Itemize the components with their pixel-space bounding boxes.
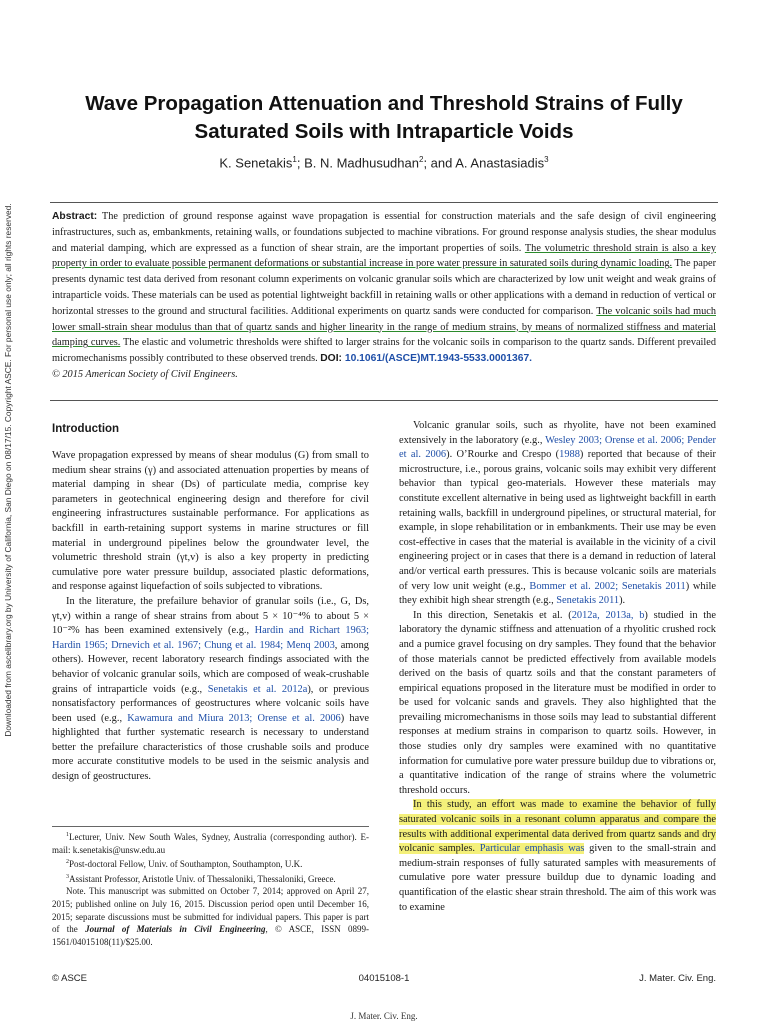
abstract-text-1: The prediction of ground response against wave propagation is essential for construction materials and the safe design of civil engineering infrastructures, such as, embankments, retaining walls, or foundations subjected to machine vibrations. For ground response analysis studies, the shear modulus and material damping, which are expressed as a function of shear strain, are the important properties of soils. (52, 211, 716, 254)
right-p1-text-e: ). (619, 595, 626, 607)
footnote-2 (52, 856, 369, 871)
journal-name: Journal of Materials in Civil Engineering (85, 924, 266, 935)
right-p1-text-a: Volcanic granular soils, such as rhyolite, have not been examined extensively in the laboratory (e.g., (399, 420, 716, 446)
issn-text: , © ASCE, ISSN 0899-1561/04015108(11)/$25.00. (52, 924, 369, 947)
author-3-affil: 3 (544, 155, 549, 164)
footnote-3-text: Assistant Professor, Aristotle Univ. of Thessaloniki, Thessaloniki, Greece. (69, 873, 336, 884)
abstract-underline-1: The volumetric threshold strain is also a key property in order to evaluate possible permanent deformations or substantial increase in pore water pressure in saturated soils during dynamic loading. (52, 242, 716, 270)
right-paragraph-2 (399, 609, 716, 799)
right-p2-text-b: ) studied in the laboratory the dynamic stiffness and attenuation of a rhyolitic crushed rock and a pumice gravel focusing on dry samples. They found that the behavior of those materials cannot be predicted effectively from available models derived on the basis of quartz soils and that the constant parameters of empirical equations proposed in the literature must be modified in order to be used for volcanic sands and gravels. They also highlighted that the prevailing micromechanisms in those soils may lead to substantial different responses at medium strains in comparison to quartz soils. However, in those studies only dry samples were examined with no quantitative information for cumulative pore water pressure buildup due to vibrations or, a quantitative indication of the range of strains where the volumetric threshold occurs. (399, 609, 716, 796)
download-notice-text: Downloaded from ascelibrary.org by University of California, San Diego on 08/17/15. Copyright ASCE. For personal use only; all rights reserved. (3, 203, 13, 737)
right-column (399, 419, 716, 915)
abstract-text-2: The paper presents dynamic test data derived from resonant column experiments on volcanic granular soils which are characterized by low unit weight and weak grains of intraparticle voids. These materials can be used as potential lightweight backfill in retaining walls or other applications with a demand in reduction of vertical or horizontal stresses to the ground and structural facilities. Additional experiments on quartz sands were conducted for comparison. (52, 258, 716, 317)
right-p1-text-d: ) while they exhibit high shear strength (e.g., (399, 580, 716, 607)
footer-article-number: 04015108-1 (358, 973, 410, 984)
citation-link[interactable]: 2012a, 2013a, b (571, 609, 645, 621)
author-list (50, 155, 718, 170)
intro-paragraph-1: Wave propagation expressed by means of shear modulus (G) from small to medium shear strains (γ) and associated attenuation properties by means of material damping in shear (Ds) of particulate media, comprise key parameters in geotechnical engineering design and therefore for civil engineering infrastructures sustainable performance. For applications as backfill in earth-retaining support systems in marine structures or fill material in underground pipelines below the groundwater level, the volumetric threshold strain (γt,v) is also a key property in predicting cumulative pore water pressure buildup, associated plastic deformations, and response against liquefaction of soils subjected to vibrations. (52, 450, 369, 593)
highlighted-sentence: In this study, an effort was made to examine the behavior of fully saturated volcanic soils in a resonant column apparatus and compare the results with additional experimental data derived from quartz sands and dry volcanic samples. (399, 799, 716, 855)
abstract-copyright: © 2015 American Society of Civil Engineers. (52, 368, 238, 380)
intro-p2-text-d: ) have highlighted that further systematic research is necessary to understand better the prefailure characteristics of those crushable soils and produce more accurate constitutive models to be used in the seismic analysis and design of geostructures. (52, 712, 369, 783)
author-2-affil: 2 (418, 155, 424, 164)
submission-note-text: Note. This manuscript was submitted on October 7, 2014; approved on April 27, 2015; published online on July 16, 2015. Discussion period open until December 16, 2015; separate discussions must be submitted for individual papers. This paper is part of the (52, 886, 369, 935)
citation-link[interactable]: Hardin and Richart 1963; Hardin 1965; Drnevich et al. 1967; Chung et al. 1984; Menq 2003 (52, 625, 370, 651)
abstract-label: Abstract: (52, 211, 98, 222)
paper-title: Wave Propagation Attenuation and Threshold Strains of Fully Saturated Soils with Intraparticle Voids (85, 92, 683, 143)
abstract-underline-2: The volcanic soils had much lower small-strain shear modulus than that of quartz sands and higher linearity in the range of medium strains, by means of normalized stiffness and material damping curves. (52, 305, 716, 349)
citation-link[interactable]: Kawamura and Miura 2013; Orense et al. 2006 (127, 712, 341, 724)
abstract-text-3: The elastic and volumetric thresholds were shifted to larger strains for the volcanic soils in comparison to the quartz sands. Different prevailed micromechanisms possibly contributed to these observed trends. (52, 337, 716, 365)
citation-link[interactable]: Senetakis et al. 2012a (207, 683, 308, 695)
intro-p2-text-a: In the literature, the prefailure behavior of granular soils (i.e., G, Ds, γt,v) within a range of shear strains from about 5 × 10⁻⁴% to about 5 × 10⁻²% has been examined extensively (e.g., (52, 595, 369, 637)
download-notice (1, 203, 15, 737)
author-2: ; B. N. Madhusudhan (296, 155, 419, 171)
intro-p2-text-b: , among others). However, recent laboratory research findings associated with the behavior of volcanic granular soils, which are composed of weak-crushable grains of intraparticle voids (e.g., (52, 639, 369, 695)
right-paragraph-1 (399, 419, 716, 609)
right-p2-text-a: In this direction, Senetakis et al. ( (413, 609, 572, 621)
footnote-1-text: Lecturer, Univ. New South Wales, Sydney, Australia (corresponding author). E-mail: k.senetakis@unsw.edu.au (52, 832, 369, 855)
intro-p2-text-c: ), or previous nonsatisfactory performances of geostructures where volcanic soils have been used (e.g., (52, 683, 369, 724)
abstract-top-rule (50, 202, 718, 203)
doi-label: DOI: (320, 353, 342, 365)
citation-link[interactable]: Bommer et al. 2002; Senetakis 2011 (529, 580, 686, 592)
doi-link[interactable]: 10.1061/(ASCE)MT.1943-5533.0001367. (342, 353, 533, 365)
footnote-2-mark: 2 (66, 859, 69, 866)
citation-link[interactable]: 1988 (559, 449, 580, 461)
footnotes (52, 826, 369, 948)
citation-link[interactable]: Senetakis 2011 (556, 595, 620, 607)
citation-link[interactable]: Wesley 2003; Orense et al. 2006; Pender et al. 2006 (399, 434, 716, 461)
footer-journal: J. Mater. Civ. Eng. (639, 973, 716, 984)
submission-note (52, 885, 369, 948)
bottom-journal-ref: J. Mater. Civ. Eng. (350, 1011, 418, 1021)
footnote-3 (52, 871, 369, 886)
footnote-2-text: Post-doctoral Fellow, Univ. of Southampton, Southampton, U.K. (69, 859, 303, 870)
abstract (52, 209, 716, 383)
footer-publisher: © ASCE (52, 973, 87, 984)
section-heading-introduction: Introduction (52, 423, 120, 435)
footnote-rule (52, 826, 369, 827)
intro-paragraph-2 (52, 595, 369, 785)
right-paragraph-3 (399, 798, 716, 915)
footnote-1-mark: 1 (66, 832, 69, 838)
left-column (52, 420, 369, 785)
highlighted-continuation: Particular emphasis was (475, 843, 585, 855)
author-1-affil: 1 (292, 155, 297, 164)
footnote-3-mark: 3 (66, 873, 69, 880)
abstract-bottom-rule (50, 400, 718, 401)
footnote-1 (52, 829, 369, 856)
right-p3-text-b: given to the small-strain and medium-strain responses of fully saturated samples with measurements of cumulative pore water pressure buildup due to dynamic loading and quantification of the elastic shear strain threshold. The aim of this work was to examine (399, 843, 716, 913)
right-p1-text-c: ) reported that because of their microstructure, i.e., porous grains, volcanic soils may exhibit very different behavior than typical geo-materials. However these materials may constitute excellent alternative in being used as lightweight backfill in earth retaining walls, backfill in underground pipelines, or structural material, for example, in slope rehabilitation or in embankments. Their use may be even cost-effective in cases that the material is available in the vicinity of a civil engineering project or in cases that there is a demand in reduction of lateral and/or vertical earth pressures. This is because volcanic soils are materials of very low unit weight (e.g., (399, 449, 716, 592)
right-p1-text-b: ). O’Rourke and Crespo ( (446, 449, 560, 461)
author-1: K. Senetakis (219, 155, 293, 171)
author-3: ; and A. Anastasiadis (423, 155, 545, 171)
